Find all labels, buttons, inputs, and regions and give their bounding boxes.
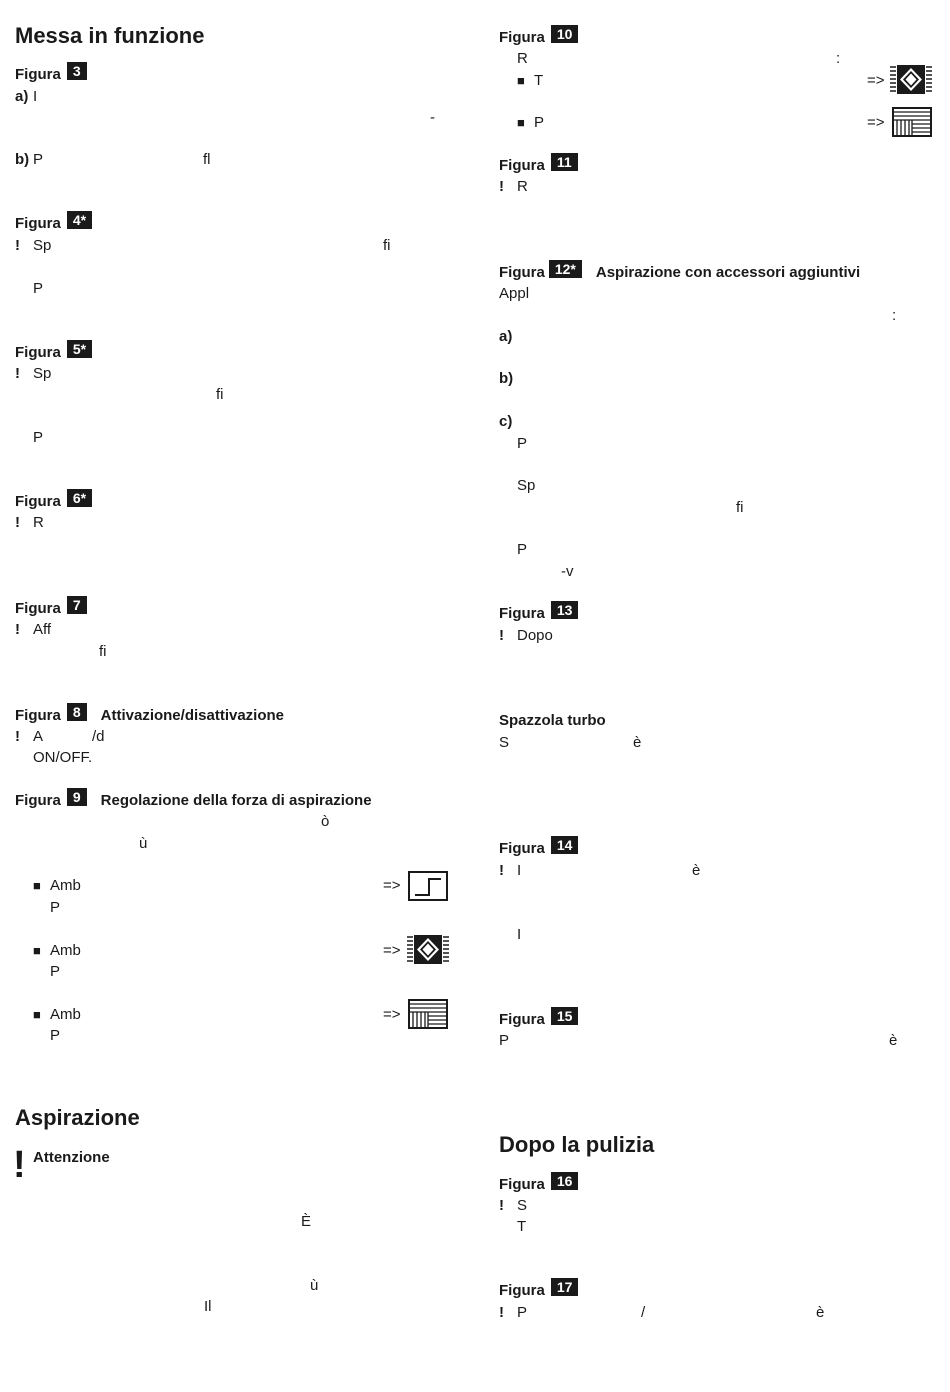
step-b-text: P: [33, 151, 44, 168]
exclamation-marker: !: [15, 365, 20, 382]
text: P: [517, 1304, 528, 1321]
figure-9-label: Figura 9 Regolazione della forza di aspirazione: [15, 789, 372, 809]
exclamation-marker: !: [499, 862, 504, 879]
attention-label: Attenzione: [33, 1149, 110, 1166]
figure-9-title: Regolazione della forza di aspirazione: [100, 792, 372, 809]
heading-messa-in-funzione: Messa in funzione: [15, 23, 205, 48]
text: R: [517, 50, 528, 67]
figure-number-badge: 17: [551, 1278, 579, 1296]
text: I: [517, 862, 522, 879]
figure-6-label: Figura 6*: [15, 489, 92, 512]
text-ligature: fi: [383, 237, 391, 254]
step-b-marker: b): [499, 370, 514, 387]
bullet: ■: [517, 115, 525, 130]
colon: :: [892, 307, 897, 324]
text-ligature: fi: [99, 643, 107, 660]
figure-number-badge: 12*: [549, 260, 582, 278]
text: /d: [92, 728, 105, 745]
figure-11-label: Figura 11: [499, 153, 578, 176]
text: ù: [310, 1277, 319, 1294]
list-item-subtext: P: [50, 1027, 61, 1044]
figure-4-label: Figura 4*: [15, 211, 92, 234]
bullet: ■: [33, 943, 41, 958]
figure-7-label: Figura 7: [15, 596, 87, 619]
figure-8-label: Figura 8 Attivazione/disattivazione: [15, 704, 285, 724]
figure-number-badge: 14: [551, 836, 579, 854]
text: A: [33, 728, 44, 745]
text: /: [641, 1304, 646, 1321]
figure-15-label: Figura 15: [499, 1007, 578, 1030]
text: È: [301, 1213, 312, 1230]
figure-10-label: Figura 10: [499, 25, 578, 48]
text: S: [499, 734, 510, 751]
figure-number-badge: 16: [551, 1172, 579, 1190]
text: è: [692, 862, 701, 879]
text: Sp: [517, 477, 536, 494]
step-a-text: I: [33, 88, 38, 105]
figure-number-badge: 9: [67, 788, 87, 806]
step-a-marker: a): [499, 328, 513, 345]
figure-5-label: Figura 5*: [15, 340, 92, 363]
list-item-subtext: P: [50, 899, 61, 916]
figure-12-label: Figura 12* Aspirazione con accessori aggiuntivi: [499, 261, 861, 281]
figure-number-badge: 13: [551, 601, 579, 619]
text: S: [517, 1197, 528, 1214]
arrow: =>: [383, 877, 401, 894]
text: è: [633, 734, 642, 751]
figure-number-badge: 10: [551, 25, 579, 43]
text: -v: [561, 563, 574, 580]
figure-8-title: Attivazione/disattivazione: [100, 707, 285, 724]
list-item-text: P: [534, 114, 545, 131]
exclamation-marker: !: [499, 627, 504, 644]
text: ò: [321, 813, 330, 830]
text: Appl: [499, 285, 530, 302]
figure-number-badge: 5*: [67, 340, 92, 358]
text: P: [499, 1032, 510, 1049]
exclamation-marker: !: [499, 1197, 504, 1214]
text-ligature: fi: [736, 499, 744, 516]
arrow: =>: [867, 72, 885, 89]
figure-16-label: Figura 16: [499, 1172, 578, 1195]
warning-exclamation-icon: !: [13, 1144, 26, 1186]
step-c-marker: c): [499, 413, 513, 430]
text: è: [816, 1304, 825, 1321]
text: Sp: [33, 237, 52, 254]
figure-number-badge: 11: [551, 153, 578, 171]
text: P: [517, 435, 528, 452]
figure-number-badge: 15: [551, 1007, 579, 1025]
list-item-text: Amb: [50, 1006, 81, 1023]
text: I: [517, 926, 522, 943]
text: P: [33, 280, 44, 297]
text: T: [517, 1218, 527, 1235]
text: R: [517, 178, 528, 195]
exclamation-marker: !: [499, 1304, 504, 1321]
bullet: ■: [517, 73, 525, 88]
figure-number-badge: 7: [67, 596, 87, 614]
text: Il: [204, 1298, 212, 1315]
heading-aspirazione: Aspirazione: [15, 1105, 140, 1130]
figure-number-badge: 4*: [67, 211, 92, 229]
carpet-icon: [406, 934, 450, 966]
step-b-marker: b): [15, 151, 30, 168]
exclamation-marker: !: [15, 237, 20, 254]
hyphen: -: [430, 109, 435, 126]
hard-floor-icon: [408, 871, 448, 901]
subheading-spazzola-turbo: Spazzola turbo: [499, 712, 606, 729]
exclamation-marker: !: [15, 728, 20, 745]
list-item-subtext: P: [50, 963, 61, 980]
bullet: ■: [33, 878, 41, 893]
text: P: [33, 429, 44, 446]
text-on-off: ON/OFF.: [33, 749, 93, 766]
text: ù: [139, 835, 148, 852]
exclamation-marker: !: [15, 514, 20, 531]
bullet: ■: [33, 1007, 41, 1022]
heading-dopo-la-pulizia: Dopo la pulizia: [499, 1132, 655, 1157]
step-b-text-ligature: fl: [203, 151, 211, 168]
text: Aff: [33, 621, 52, 638]
step-a-marker: a): [15, 88, 29, 105]
parquet-icon: [892, 107, 932, 137]
parquet-icon: [408, 999, 448, 1029]
figure-number-badge: 6*: [67, 489, 92, 507]
figure-12-title: Aspirazione con accessori aggiuntivi: [595, 264, 861, 281]
carpet-icon: [889, 64, 933, 96]
text: R: [33, 514, 44, 531]
list-item-text: Amb: [50, 942, 81, 959]
exclamation-marker: !: [15, 621, 20, 638]
figure-13-label: Figura 13: [499, 601, 578, 624]
text: P: [517, 541, 528, 558]
list-item-text: T: [534, 72, 544, 89]
text: Sp: [33, 365, 52, 382]
figure-3-label: Figura 3: [15, 62, 87, 85]
figure-17-label: Figura 17: [499, 1278, 578, 1301]
figure-number-badge: 3: [67, 62, 87, 80]
colon: :: [836, 50, 841, 67]
exclamation-marker: !: [499, 178, 504, 195]
arrow: =>: [867, 114, 885, 131]
text-ligature: fi: [216, 386, 224, 403]
figure-number-badge: 8: [67, 703, 87, 721]
text: Dopo: [517, 627, 553, 644]
arrow: =>: [383, 1006, 401, 1023]
figure-14-label: Figura 14: [499, 836, 578, 859]
list-item-text: Amb: [50, 877, 81, 894]
arrow: =>: [383, 942, 401, 959]
text: è: [889, 1032, 898, 1049]
